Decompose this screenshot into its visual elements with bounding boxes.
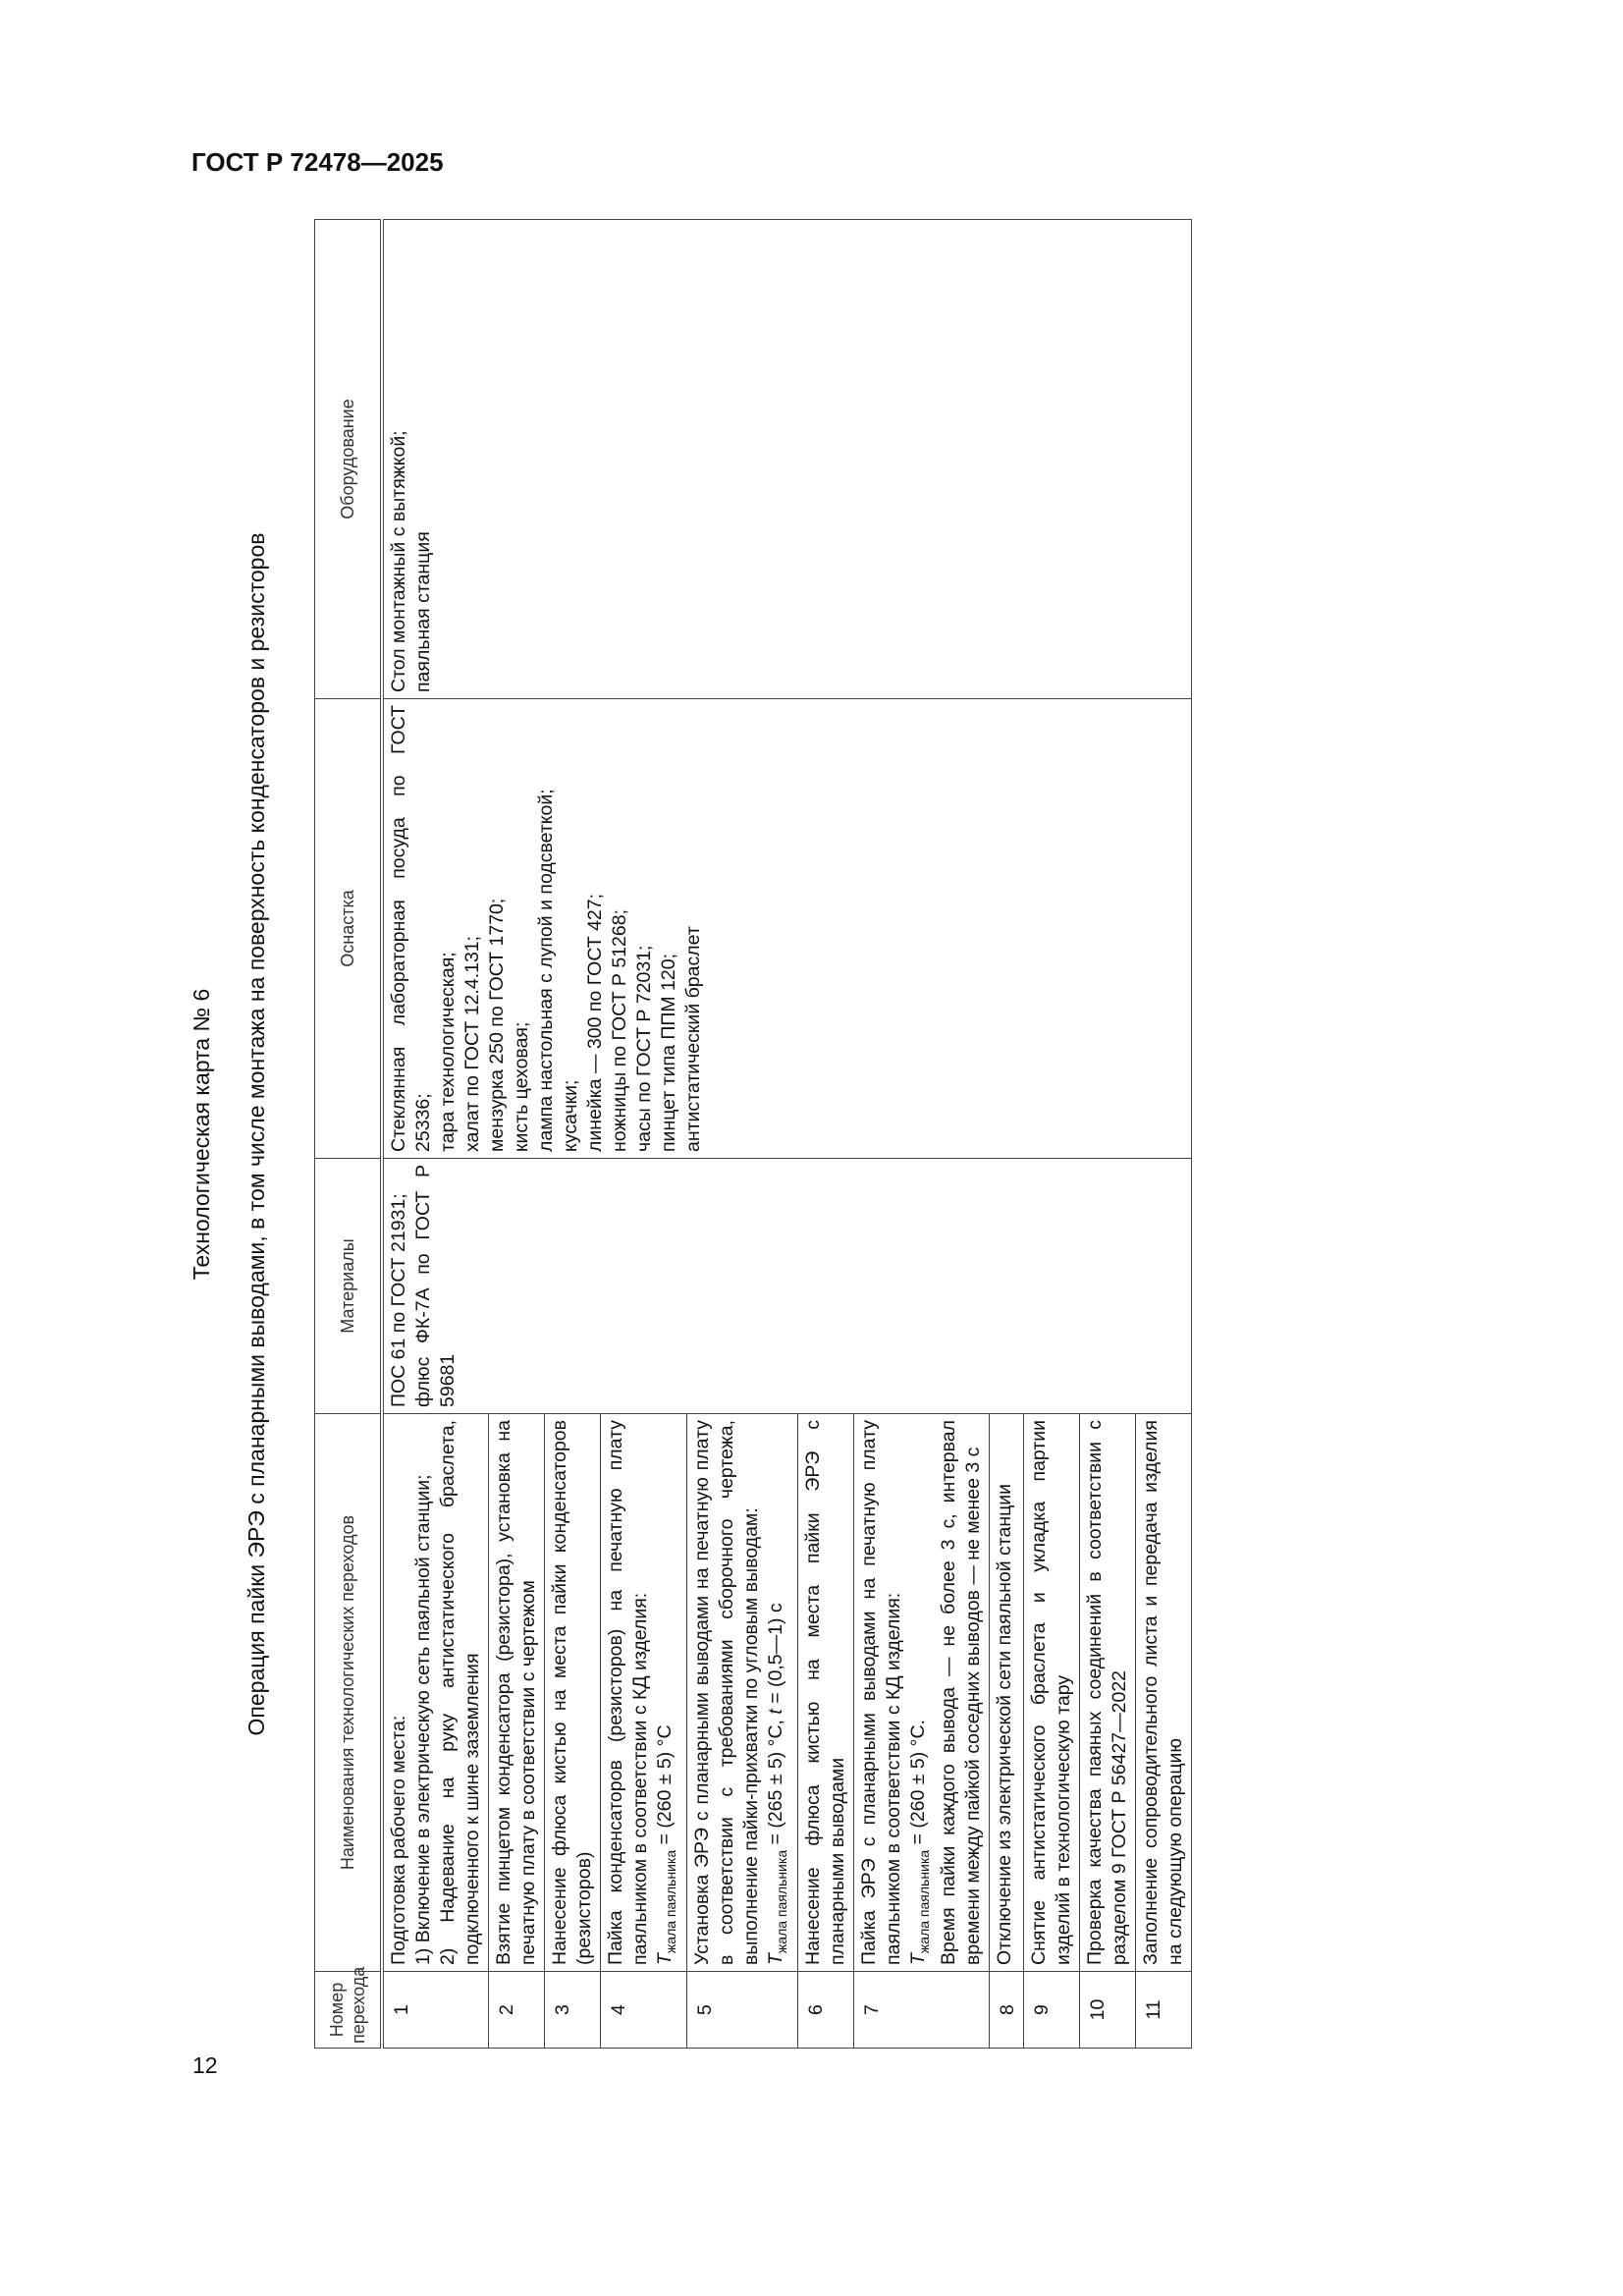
step-line: 2) Надевание на руку антистатического браслета, подключенного к шине заземления xyxy=(437,1420,483,1965)
tooling-item: Стеклянная лабораторная посуда по ГОСТ 25336; xyxy=(388,705,434,1152)
header-number: Номер перехода xyxy=(315,1972,383,2049)
temperature-formula xyxy=(764,1420,794,1965)
step-number: 2 xyxy=(489,1972,545,2049)
header-tooling: Оснастка xyxy=(315,699,383,1159)
tooling-item: мензурка 250 по ГОСТ 1770; xyxy=(486,898,508,1152)
page-number: 12 xyxy=(192,2052,218,2078)
tooling-item: лампа настольная с лупой и подсветкой; xyxy=(535,789,557,1152)
step-number: 10 xyxy=(1079,1972,1135,2049)
table-row xyxy=(382,220,489,2049)
step-number: 11 xyxy=(1135,1972,1191,2049)
tooling-item: кусачки; xyxy=(560,1079,581,1152)
header-equipment: Оборудование xyxy=(315,220,383,699)
formula-value: = (260 ± 5) °C xyxy=(654,1724,676,1850)
step-line: 1) Включение в электрическую сеть паяльной станции; xyxy=(412,1474,434,1965)
step-line: Пайка ЭРЭ с планарными выводами на печатную плату паяльником в соответствии с КД изделия: xyxy=(857,1420,904,1965)
tooling-item: линейка — 300 по ГОСТ 427; xyxy=(584,893,606,1152)
step-description xyxy=(686,1414,797,1972)
step-line: Пайка конденсаторов (резисторов) на печатную плату паяльником в соответствии с КД изделия: xyxy=(605,1420,651,1965)
materials-item: флюс ФК-7А по ГОСТ Р 59681 xyxy=(412,1165,459,1407)
step-note: Время пайки каждого вывода — не более 3 с, интервал времени между пайкой соседних выводов — не менее 3 с xyxy=(937,1420,984,1965)
table-body xyxy=(382,220,1191,2049)
step-description xyxy=(1079,1414,1135,1972)
equipment-item: Стол монтажный с вытяжкой; xyxy=(388,430,409,692)
formula-symbol: T xyxy=(764,1953,786,1965)
formula-subscript: жала паяльника xyxy=(915,1849,932,1954)
technology-table xyxy=(314,219,1192,2049)
formula-subscript: жала паяльника xyxy=(662,1849,678,1954)
tooling-item: часы по ГОСТ Р 72031; xyxy=(633,945,655,1152)
card-subtitle: Операция пайки ЭРЭ с планарными выводами, в том числе монтажа на поверхность конденсаторов и резисторов xyxy=(243,532,269,1736)
step-number: 4 xyxy=(601,1972,687,2049)
formula-symbol: T xyxy=(654,1953,676,1965)
step-number: 3 xyxy=(545,1972,601,2049)
step-line: Нанесение флюса кистью на места пайки конденсаторов (резисторов) xyxy=(549,1420,595,1965)
step-description xyxy=(853,1414,989,1972)
header-name: Наименования технологических переходов xyxy=(315,1414,383,1972)
step-number: 7 xyxy=(853,1972,989,2049)
temperature-formula xyxy=(653,1420,683,1965)
step-description xyxy=(382,1414,489,1972)
table-header-row xyxy=(315,220,383,2049)
step-number: 6 xyxy=(797,1972,853,2049)
step-number: 1 xyxy=(382,1972,489,2049)
tooling-item: тара технологическая; xyxy=(437,952,459,1152)
formula-subscript: жала паяльника xyxy=(773,1849,789,1954)
step-description xyxy=(797,1414,853,1972)
step-line: Установка ЭРЭ с планарными выводами на печатную плату в соответствии с требованиями сборочного чертежа, выполнение пайки-прихватки по угловым выводам: xyxy=(690,1420,762,1965)
formula-symbol: T xyxy=(906,1953,929,1965)
step-line: Подготовка рабочего места: xyxy=(388,1715,409,1965)
step-line: Снятие антистатического браслета и укладка партии изделий в технологическую тару xyxy=(1027,1420,1074,1965)
tooling-item: антистатический браслет xyxy=(682,926,704,1152)
step-description xyxy=(1023,1414,1079,1972)
formula-value: = (265 ± 5) °C, xyxy=(764,1714,786,1850)
equipment-item: паяльная станция xyxy=(412,531,434,692)
step-line: Проверка качества паяных соединений в соответствии с разделом 9 ГОСТ Р 56427—2022 xyxy=(1083,1420,1130,1965)
tooling-item: халат по ГОСТ 12.4.131; xyxy=(461,935,483,1152)
step-description xyxy=(545,1414,601,1972)
step-line: Взятие пинцетом конденсатора (резистора), установка на печатную плату в соответствии с чертежом xyxy=(493,1420,539,1965)
card-title: Технологическая карта № 6 xyxy=(189,988,214,1281)
tooling-cell xyxy=(382,699,1191,1159)
equipment-cell xyxy=(382,220,1191,699)
step-description xyxy=(1135,1414,1191,1972)
formula-time-symbol: t xyxy=(764,1709,786,1715)
step-number: 5 xyxy=(686,1972,797,2049)
rotated-card xyxy=(177,216,1453,2052)
tooling-item: пинцет типа ППМ 120; xyxy=(658,953,679,1152)
formula-value: = (260 ± 5) °C. xyxy=(906,1720,929,1850)
step-number: 9 xyxy=(1023,1972,1079,2049)
step-number: 8 xyxy=(989,1972,1023,2049)
materials-item: ПОС 61 по ГОСТ 21931; xyxy=(388,1193,409,1407)
step-description xyxy=(601,1414,687,1972)
tooling-item: кисть цеховая; xyxy=(511,1021,532,1152)
step-description xyxy=(989,1414,1023,1972)
step-line: Отключение из электрической сети паяльной станции xyxy=(993,1483,1015,1965)
step-line: Нанесение флюса кистью на места пайки ЭРЭ с планарными выводами xyxy=(801,1420,848,1965)
tooling-item: ножницы по ГОСТ Р 51268; xyxy=(609,909,630,1152)
header-materials: Материалы xyxy=(315,1159,383,1414)
formula-time-value: = (0,5—1) с xyxy=(764,1603,786,1710)
materials-cell xyxy=(382,1159,1191,1414)
document-code: ГОСТ Р 72478—2025 xyxy=(191,147,444,177)
step-line: Заполнение сопроводительного листа и передача изделия на следующую операцию xyxy=(1139,1420,1186,1965)
step-description xyxy=(489,1414,545,1972)
temperature-formula xyxy=(906,1420,937,1965)
